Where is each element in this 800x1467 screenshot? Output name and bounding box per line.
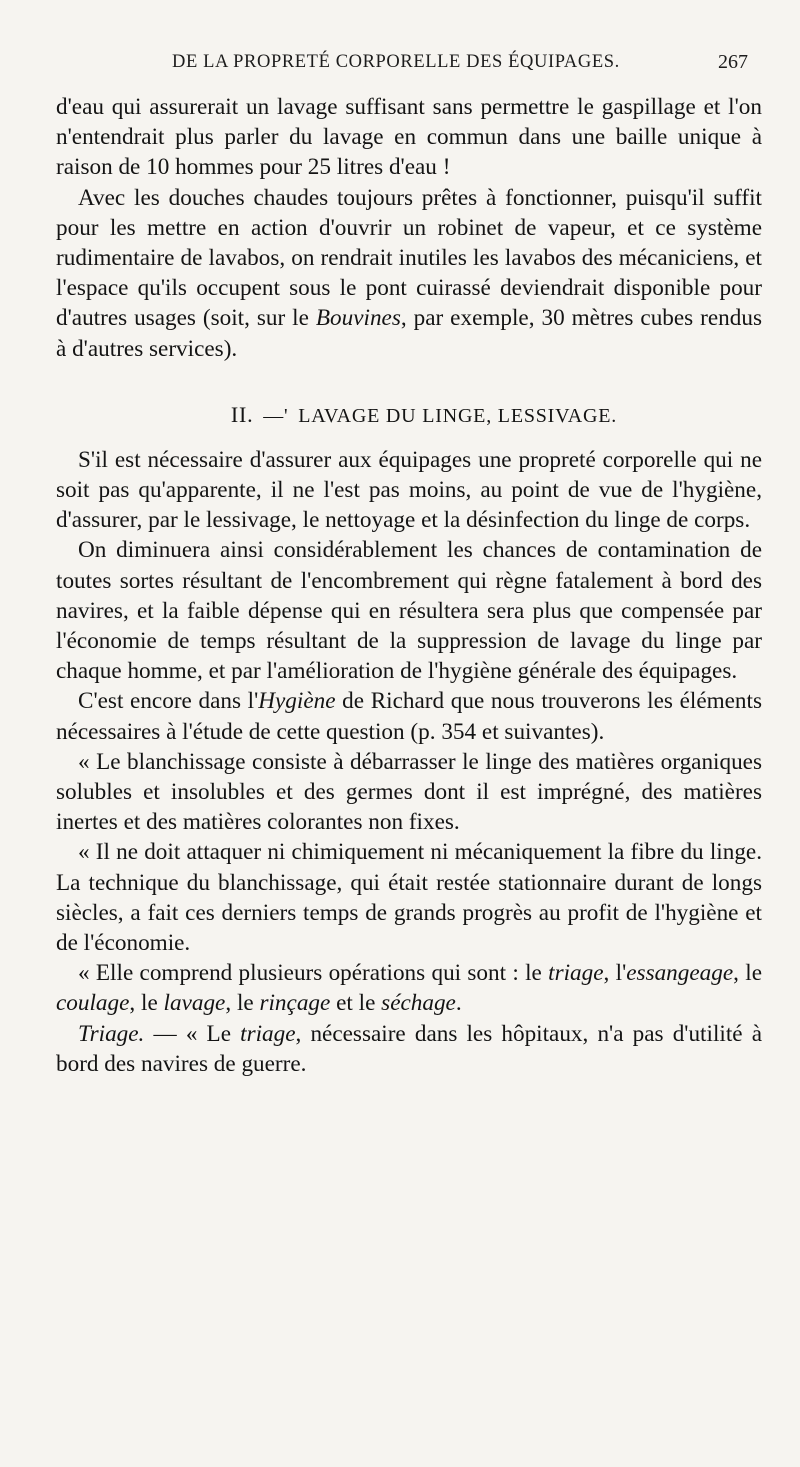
paragraph-hygiene-richard [56,686,762,746]
term-italic: coulage [56,990,130,1017]
section-heading [56,402,762,429]
paragraph-operations [56,958,762,1018]
text-span: Avec les douches chaudes toujours prêtes à fonctionner, puisqu'il suffit pour les mettre en action d'ouvrir un robinet de vapeur, et ce système rudimentaire de lavabos, on rendrait inutiles les lavabos des mécaniciens, et l'espace qu'ils occupent sous le pont cuirassé deviendrait disponible pour d'autres usages (soit, sur le [56,184,762,332]
section-title: LAVAGE DU LINGE, LESSIVAGE. [298,404,618,427]
paragraph-contamination: On diminuera ainsi considérablement les chances de contamination de toutes sortes résultant de l'encombrement qui règne fatalement à bord des navires, et la faible dépense qui en résultera sera plus que compensée par l'économie de temps résultant de la suppression de lavage du linge par chaque homme, et par l'amélioration de l'hygiène générale des équipages. [56,537,762,685]
text-span: , l' [603,960,627,987]
term-italic: lavage [163,990,226,1017]
text-span: — « Le [144,1020,241,1047]
ship-name-italic: Bouvines [315,305,401,332]
running-title: DE LA PROPRETÉ CORPORELLE DES ÉQUIPAGES. [172,52,620,72]
term-italic: essangeage [626,960,734,987]
paragraph-proprete: S'il est nécessaire d'assurer aux équipages une propreté corporelle qui ne soit pas qu'apparente, il ne l'est pas moins, au point de vue de l'hygiène, d'assurer, par le lessivage, le nettoyage et la désinfection du linge de corps. [56,446,762,534]
paragraph-triage [56,1019,762,1079]
text-span: , nécessaire dans les hôpitaux, n'a pas d'utilité à bord des navires de guerre. [56,1020,762,1077]
paragraph-fibre: « Il ne doit attaquer ni chimiquement ni mécaniquement la fibre du linge. La technique du blanchissage, qui était restée stationnaire durant de longs siècles, a fait ces derniers temps de grands progrès au profit de l'hygiène et de l'économie. [56,839,762,957]
paragraph-continuation: d'eau qui assurerait un lavage suffisant sans permettre le gaspillage et l'on n'entendrait plus parler du lavage en commun dans une baille unique à raison de 10 hommes pour 25 litres d'eau ! [56,94,762,181]
term-italic: triage [240,1020,296,1047]
run-in-heading-italic: Triage. [78,1020,145,1047]
page-number: 267 [718,51,748,73]
paragraph-blanchissage: « Le blanchissage consiste à débarrasser le linge des matières organiques solubles et insolubles et des germes dont il est imprégné, des matières inertes et des matières colorantes non fixes. [56,748,762,836]
section-dash: —' [263,404,289,427]
text-span: , le [129,990,164,1017]
term-italic: rinçage [259,990,331,1017]
text-span: de Richard que nous trouverons les éléments nécessaires à l'étude de cette question (p. 354 et suivantes). [56,688,762,745]
text-span: , le [733,960,762,987]
term-italic: triage [548,960,604,987]
book-title-italic: Hygiène [258,688,336,715]
text-span: « Elle comprend plusieurs opérations qui sont : le [78,960,549,987]
text-span: , le [225,990,260,1017]
paragraph-douches [56,183,762,364]
page-body [56,92,762,1079]
text-span: C'est encore dans l' [78,688,259,715]
text-span: . [455,990,462,1017]
text-span: , par exemple, 30 mètres cubes rendus à d'autres services). [56,305,762,362]
text-span: et le [330,990,382,1017]
term-italic: séchage [381,990,456,1017]
section-number: II. [230,401,254,427]
